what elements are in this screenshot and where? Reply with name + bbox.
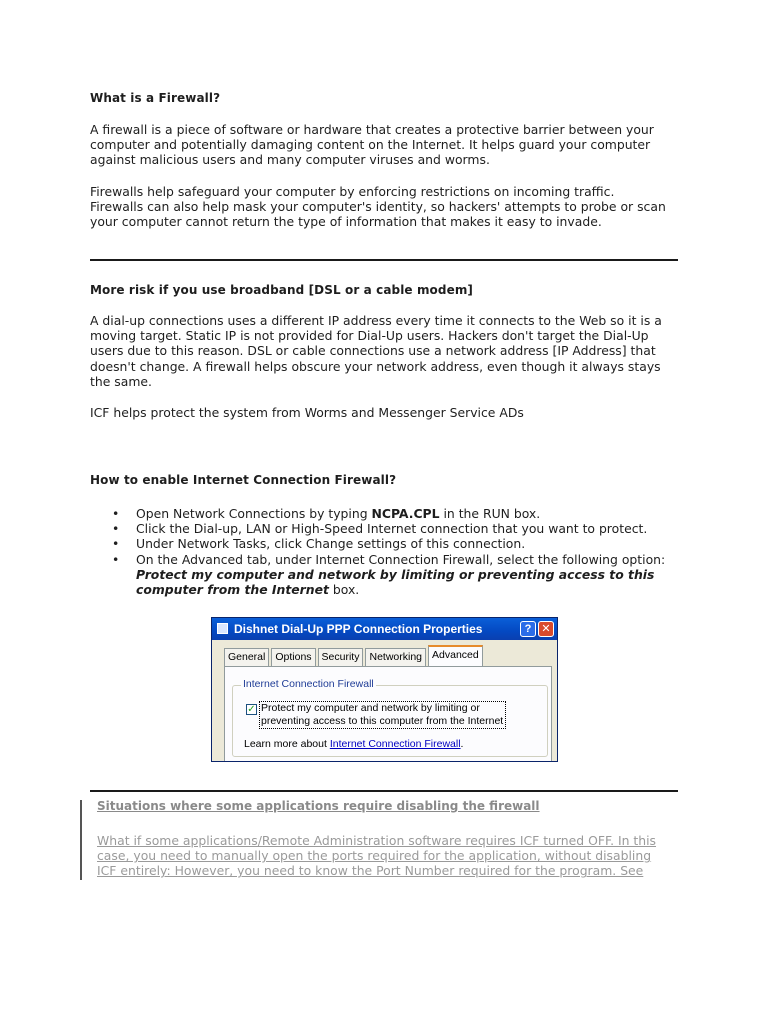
groupbox-title: Internet Connection Firewall bbox=[243, 678, 374, 690]
paragraph-firewall-definition bbox=[90, 122, 690, 168]
steps-list bbox=[112, 506, 692, 597]
connection-icon bbox=[217, 623, 228, 634]
option-name: computer from the Internet bbox=[136, 582, 329, 598]
section-divider bbox=[90, 259, 678, 261]
bullet: • bbox=[112, 551, 120, 567]
text: Under Network Tasks, click Change settings of this connection. bbox=[136, 536, 526, 552]
heading-enable-icf: How to enable Internet Connection Firewall? bbox=[90, 473, 397, 487]
learn-more-text bbox=[244, 738, 463, 750]
command-name: NCPA.CPL bbox=[371, 506, 440, 521]
list-item bbox=[112, 506, 692, 521]
dialog-tabs bbox=[224, 646, 485, 666]
text-line: your computer cannot return the type of information that makes it easy to invade. bbox=[90, 214, 602, 230]
bullet: • bbox=[112, 536, 120, 552]
bullet: • bbox=[112, 521, 120, 537]
paragraph-situations bbox=[97, 833, 687, 879]
text-line: computer and potentially damaging content on the Internet. It helps guard your computer bbox=[90, 137, 651, 153]
dialog-titlebar bbox=[212, 618, 557, 640]
text: . bbox=[460, 738, 464, 750]
tab-general[interactable]: General bbox=[224, 648, 269, 666]
close-button[interactable]: ✕ bbox=[538, 621, 554, 637]
heading-situations: Situations where some applications require disabling the firewall bbox=[97, 799, 540, 813]
text-line: Firewalls help safeguard your computer by enforcing restrictions on incoming traffic. bbox=[90, 184, 615, 199]
text-line: moving target. Static IP is not provided for Dial-Up users. Hackers don't target the Dial-Up bbox=[90, 328, 649, 344]
help-button[interactable]: ? bbox=[520, 621, 536, 637]
text-line: against malicious users and many computer viruses and worms. bbox=[90, 152, 490, 168]
text-line: users due to this reason. DSL or cable connections use a network address [IP Address] that bbox=[90, 343, 656, 359]
heading-what-is-firewall: What is a Firewall? bbox=[90, 91, 221, 105]
text: Open Network Connections by typing bbox=[136, 506, 372, 521]
paragraph-firewall-safeguard bbox=[90, 184, 690, 230]
heading-broadband-risk: More risk if you use broadband [DSL or a cable modem] bbox=[90, 283, 474, 297]
text: in the RUN box. bbox=[439, 506, 541, 521]
text: On the Advanced tab, under Internet Connection Firewall, select the following option: bbox=[136, 551, 666, 567]
icf-help-link[interactable]: Internet Connection Firewall bbox=[329, 738, 461, 750]
text: Click the Dial-up, LAN or High-Speed Internet connection that you want to protect. bbox=[136, 521, 648, 537]
protect-checkbox[interactable]: ✓ bbox=[247, 704, 256, 715]
text-line: case, you need to manually open the ports required for the application, without disabling bbox=[97, 848, 652, 864]
list-item bbox=[112, 552, 692, 598]
list-item bbox=[112, 521, 692, 536]
tab-advanced[interactable]: Advanced bbox=[428, 645, 483, 666]
text: box. bbox=[328, 582, 360, 598]
list-item bbox=[112, 536, 692, 551]
change-bar bbox=[80, 800, 82, 880]
paragraph-dialup-vs-broadband bbox=[90, 313, 690, 389]
protect-checkbox-label[interactable] bbox=[259, 701, 506, 729]
text-line: Firewalls can also help mask your computer's identity, so hackers' attempts to probe or scan bbox=[90, 199, 666, 215]
text-line: doesn't change. A firewall helps obscure your network address, even though it always stays bbox=[90, 358, 661, 374]
text-line: What if some applications/Remote Administration software requires ICF turned OFF. In this bbox=[97, 833, 657, 848]
text-line: A firewall is a piece of software or hardware that creates a protective barrier between your bbox=[90, 122, 654, 137]
label-line: Protect my computer and network by limiting or bbox=[261, 702, 480, 714]
connection-properties-dialog bbox=[211, 617, 558, 762]
section-divider bbox=[90, 790, 678, 792]
tab-security[interactable]: Security bbox=[318, 648, 364, 666]
tab-networking[interactable]: Networking bbox=[365, 648, 426, 666]
text-line: ICF entirely: However, you need to know the Port Number required for the program. See bbox=[97, 863, 644, 879]
label-line: preventing access to this computer from the Internet bbox=[261, 715, 504, 727]
paragraph-icf-protects: ICF helps protect the system from Worms and Messenger Service ADs bbox=[90, 405, 524, 420]
bullet: • bbox=[112, 506, 120, 521]
tab-options[interactable]: Options bbox=[271, 648, 315, 666]
dialog-title: Dishnet Dial-Up PPP Connection Properties bbox=[234, 622, 483, 636]
text-line: A dial-up connections uses a different IP address every time it connects to the Web so it is a bbox=[90, 313, 662, 328]
text-line: the same. bbox=[90, 373, 152, 389]
text: Learn more about bbox=[244, 738, 330, 750]
option-name: Protect my computer and network by limiting or preventing access to this bbox=[136, 566, 655, 582]
